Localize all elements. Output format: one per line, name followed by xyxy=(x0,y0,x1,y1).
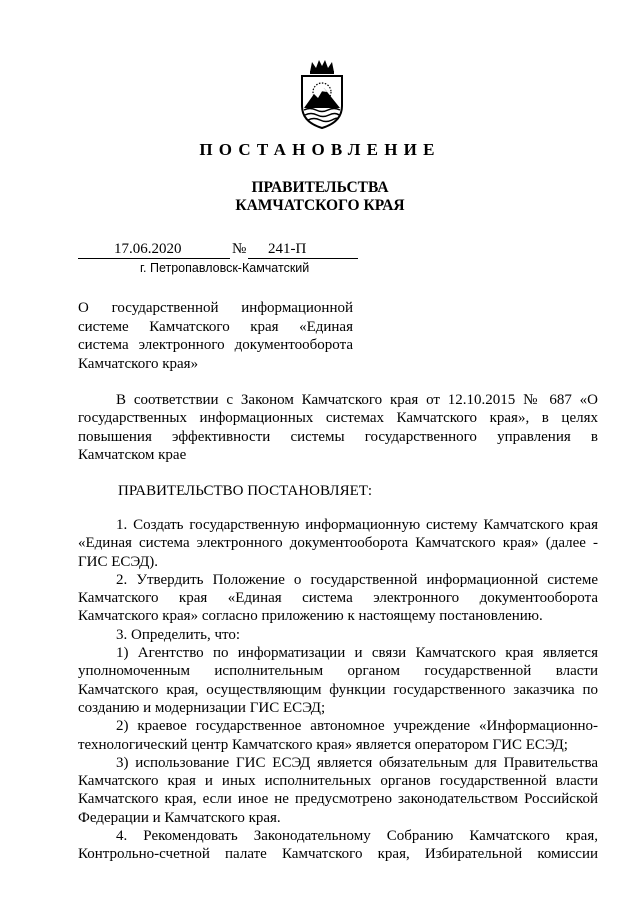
item-3 xyxy=(78,626,598,644)
issuer-line-2: КАМЧАТСКОГО КРАЯ xyxy=(235,197,405,214)
item-3-2 xyxy=(78,717,598,754)
subject-line: система электронного документооборота xyxy=(78,337,353,353)
text-line: ГИС ЕСЭД). xyxy=(78,553,159,570)
text-line: повышения эффективности системы государственного управления в xyxy=(78,428,598,445)
item-2 xyxy=(78,571,598,626)
text-line: «Единая система электронного документооборота Камчатского края» (далее - xyxy=(78,535,598,552)
text-line: Камчатского края» согласно приложению к настоящему постановлению. xyxy=(78,608,543,625)
issuer-block xyxy=(0,179,640,215)
document-date: 17.06.2020 xyxy=(114,241,182,257)
text-line: 2. Утвердить Положение о государственной информационной системе xyxy=(116,571,598,588)
text-line: Камчатского края «Единая система электронного документооборота xyxy=(78,590,598,607)
text-line: государственных информационных системах Камчатского края», в целях xyxy=(78,410,598,427)
text-line: 1. Создать государственную информационную систему Камчатского края xyxy=(116,517,598,533)
issuer-line-1: ПРАВИТЕЛЬСТВА xyxy=(251,179,389,196)
subject-line: системе Камчатского края «Единая xyxy=(78,318,353,335)
text-line: Камчатского края, если иное не предусмотрено законодательством Российской xyxy=(78,791,598,808)
resolution-items xyxy=(78,516,598,864)
text-line: В соответствии с Законом Камчатского края от 12.10.2015 № 687 «О xyxy=(116,392,598,408)
item-1 xyxy=(78,516,598,571)
text-line: Камчатском крае xyxy=(78,446,187,463)
text-line: 1) Агентство по информатизации и связи Камчатского края является xyxy=(116,645,598,662)
preamble-paragraph xyxy=(78,391,598,464)
text-line: 3) использование ГИС ЕСЭД является обязательным для Правительства xyxy=(116,754,598,771)
text-line: 3. Определить, что: xyxy=(116,626,241,643)
date-underline xyxy=(78,258,230,259)
city-label: г. Петропавловск-Камчатский xyxy=(140,261,310,275)
item-4 xyxy=(78,827,598,864)
resolution-heading: ПРАВИТЕЛЬСТВО ПОСТАНОВЛЯЕТ: xyxy=(118,483,373,499)
number-underline xyxy=(248,258,358,259)
text-line: Камчатского края, осуществляющим функции государственного заказчика по xyxy=(78,681,598,698)
document-number: 241-П xyxy=(268,241,307,257)
coat-of-arms-emblem xyxy=(298,58,346,130)
subject-line: О государственной информационной xyxy=(78,300,353,316)
text-line: Контрольно-счетной палате Камчатского края, Избирательной комиссии xyxy=(78,846,598,863)
number-sign: № xyxy=(232,241,247,257)
text-line: 4. Рекомендовать Законодательному Собранию Камчатского края, xyxy=(116,828,598,845)
subject-line: Камчатского края» xyxy=(78,355,199,372)
document-subject xyxy=(78,299,353,373)
text-line: уполномоченным исполнительным органом государственной власти xyxy=(78,663,598,680)
text-line: Камчатского края и иных исполнительных органов государственной власти xyxy=(78,773,598,790)
item-3-1 xyxy=(78,644,598,717)
text-line: 2) краевое государственное автономное учреждение «Информационно- xyxy=(116,718,598,735)
document-type-title: ПОСТАНОВЛЕНИЕ xyxy=(199,140,441,159)
text-line: Федерации и Камчатского края. xyxy=(78,809,281,826)
text-line: технологический центр Камчатского края» является оператором ГИС ЕСЭД; xyxy=(78,736,568,753)
text-line: созданию и модернизации ГИС ЕСЭД; xyxy=(78,699,326,716)
item-3-3 xyxy=(78,754,598,827)
